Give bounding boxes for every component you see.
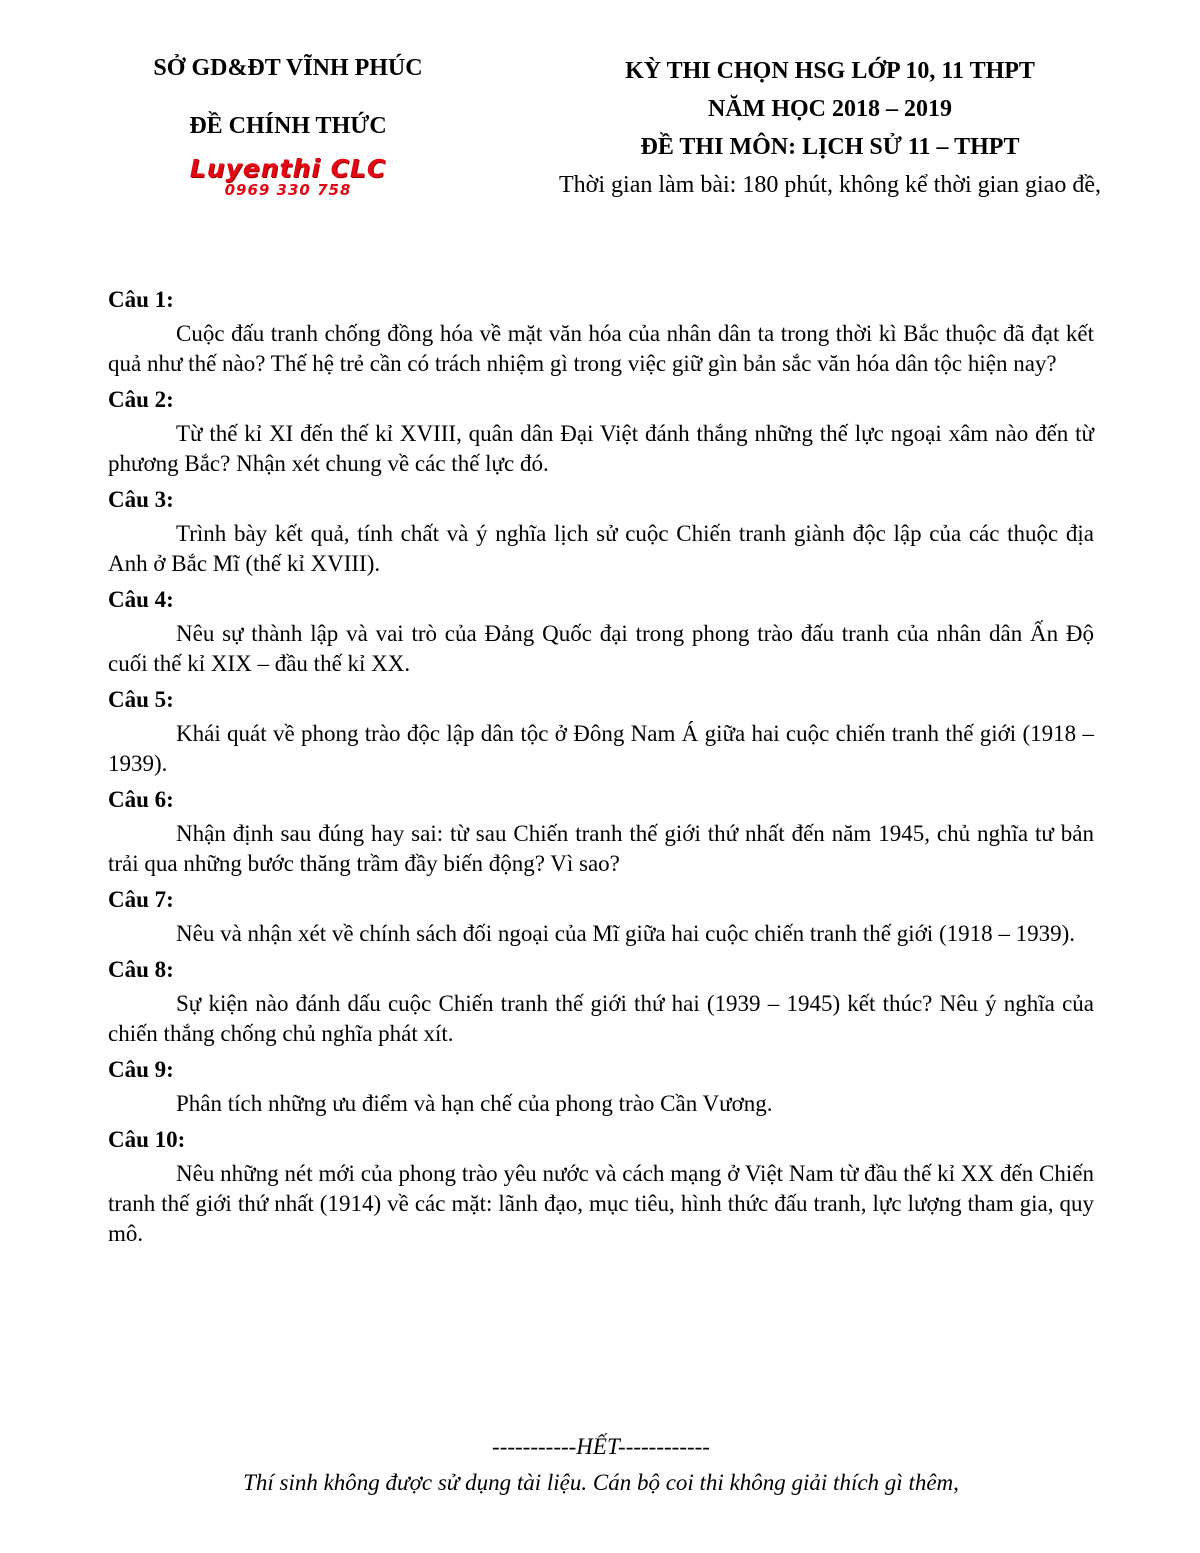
question-title: Câu 3: — [108, 487, 174, 512]
question-text: Nêu những nét mới của phong trào yêu nước và cách mạng ở Việt Nam từ đầu thế kỉ XX đến Chiến tranh thế giới thứ nhất (1914) về các mặt: lãnh đạo, mục tiêu, hình thức đấu tranh, lực lượng tham gia, quy mô. — [108, 1161, 1094, 1246]
question-text: Sự kiện nào đánh dấu cuộc Chiến tranh thế giới thứ hai (1939 – 1945) kết thúc? Nêu ý nghĩa của chiến thắng chống chủ nghĩa phát xít. — [108, 991, 1094, 1046]
header-right — [520, 52, 1140, 204]
question-title: Câu 10: — [108, 1127, 186, 1152]
question-title: Câu 5: — [108, 687, 174, 712]
question-text: Nêu và nhận xét về chính sách đối ngoại của Mĩ giữa hai cuộc chiến tranh thế giới (1918 – 1939). — [176, 921, 1076, 946]
question-list — [108, 285, 1094, 1255]
question-9 — [108, 1055, 1094, 1119]
question-text: Từ thế kỉ XI đến thế kỉ XVIII, quân dân Đại Việt đánh thắng những thế lực ngoại xâm nào đến từ phương Bắc? Nhận xét chung về các thế lực đó. — [108, 421, 1094, 476]
question-title: Câu 8: — [108, 957, 174, 982]
header-left — [108, 52, 468, 200]
question-1 — [108, 285, 1094, 379]
logo-name: Luyenthi CLC — [189, 154, 387, 183]
question-title: Câu 2: — [108, 387, 174, 412]
brand-logo — [190, 156, 386, 198]
question-3 — [108, 485, 1094, 579]
question-4 — [108, 585, 1094, 679]
question-text: Khái quát về phong trào độc lập dân tộc ở Đông Nam Á giữa hai cuộc chiến tranh thế giới (1918 – 1939). — [108, 721, 1094, 776]
exam-subject: ĐỀ THI MÔN: LỊCH SỬ 11 – THPT — [640, 134, 1020, 160]
logo-phone: 0969 330 758 — [224, 181, 352, 199]
question-2 — [108, 385, 1094, 479]
question-5 — [108, 685, 1094, 779]
question-7 — [108, 885, 1094, 949]
department-name: SỞ GD&ĐT VĨNH PHÚC — [153, 55, 423, 81]
question-title: Câu 4: — [108, 587, 174, 612]
question-text: Nhận định sau đúng hay sai: từ sau Chiến tranh thế giới thứ nhất đến năm 1945, chủ nghĩa tư bản trải qua những bước thăng trầm đầy biến động? Vì sao? — [108, 821, 1094, 876]
question-title: Câu 7: — [108, 887, 174, 912]
exam-footer — [108, 1432, 1094, 1498]
question-title: Câu 6: — [108, 787, 174, 812]
school-year: NĂM HỌC 2018 – 2019 — [708, 96, 952, 122]
question-text: Phân tích những ưu điểm và hạn chế của phong trào Cần Vương. — [176, 1091, 773, 1116]
question-title: Câu 9: — [108, 1057, 174, 1082]
end-marker: -----------HẾT------------ — [492, 1434, 710, 1459]
question-10 — [108, 1125, 1094, 1249]
question-text: Trình bày kết quả, tính chất và ý nghĩa lịch sử cuộc Chiến tranh giành độc lập của các thuộc địa Anh ở Bắc Mĩ (thế kỉ XVIII). — [108, 521, 1094, 576]
official-label: ĐỀ CHÍNH THỨC — [189, 113, 387, 139]
question-title: Câu 1: — [108, 287, 174, 312]
question-text: Cuộc đấu tranh chống đồng hóa về mặt văn hóa của nhân dân ta trong thời kì Bắc thuộc đã đạt kết quả như thế nào? Thế hệ trẻ cần có trách nhiệm gì trong việc giữ gìn bản sắc văn hóa dân tộc hiện nay? — [108, 321, 1094, 376]
exam-title: KỲ THI CHỌN HSG LỚP 10, 11 THPT — [625, 58, 1035, 84]
footer-note: Thí sinh không được sử dụng tài liệu. Cán bộ coi thi không giải thích gì thêm, — [243, 1470, 959, 1495]
question-text: Nêu sự thành lập và vai trò của Đảng Quốc đại trong phong trào đấu tranh của nhân dân Ấn Độ cuối thế kỉ XIX – đầu thế kỉ XX. — [108, 621, 1094, 676]
exam-duration: Thời gian làm bài: 180 phút, không kể thời gian giao đề, — [559, 172, 1101, 198]
question-8 — [108, 955, 1094, 1049]
question-6 — [108, 785, 1094, 879]
